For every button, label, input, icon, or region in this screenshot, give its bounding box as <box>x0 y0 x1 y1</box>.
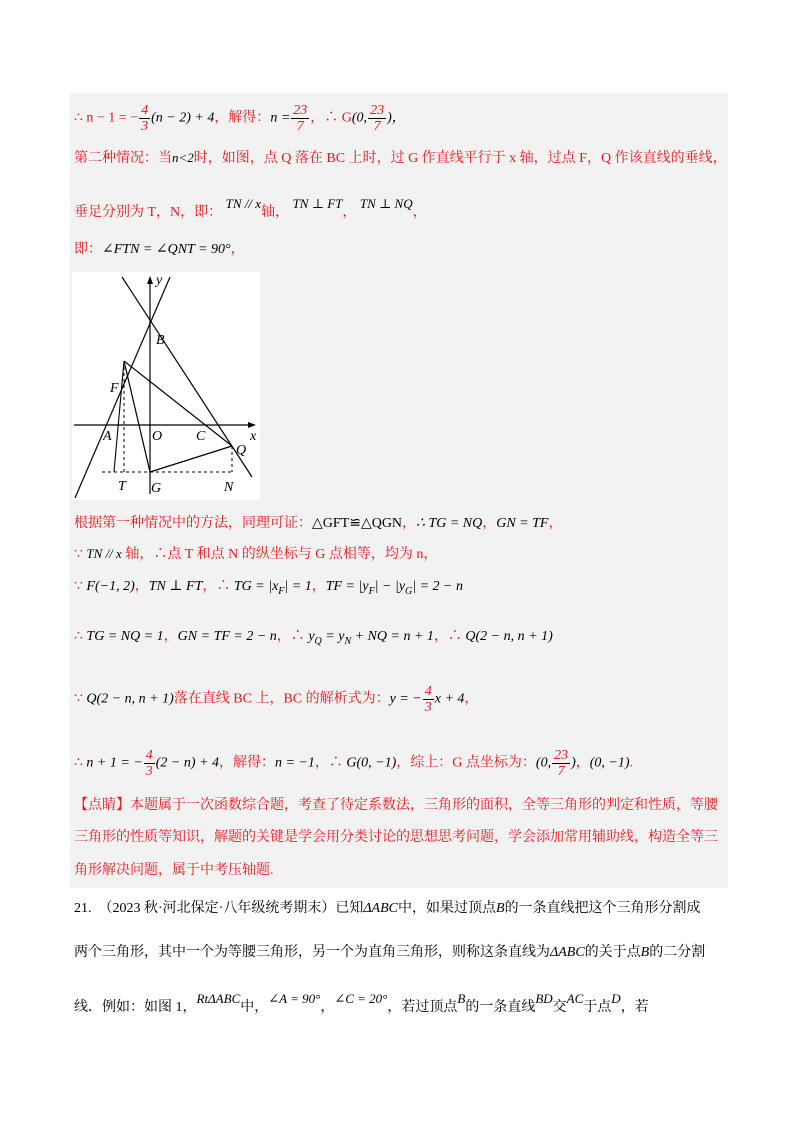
text: 交 <box>552 1000 567 1015</box>
equation-part: F(−1, 2) <box>86 579 135 594</box>
label-q: Q <box>236 443 247 458</box>
comment-line-3: 角形解决问题，属于中考压轴题. <box>74 863 274 878</box>
fraction <box>423 684 434 715</box>
label-g: G <box>151 481 162 496</box>
label-y: y <box>156 273 163 288</box>
segment-fq <box>124 361 232 446</box>
text: 的关于点 <box>584 945 641 960</box>
text: 于点 <box>583 1000 612 1015</box>
equation-part: = y <box>321 629 345 644</box>
y-axis-arrow <box>147 276 153 284</box>
equation-part: RtΔABC <box>196 991 241 1006</box>
fraction <box>144 748 155 779</box>
equation-part: TN ⊥ NQ <box>359 196 413 211</box>
text: 中， <box>240 1000 269 1015</box>
text: . <box>629 755 634 771</box>
equation-part: | = 1 <box>284 579 312 594</box>
fraction <box>552 748 570 779</box>
equation-part: (0, −1) <box>589 755 630 771</box>
equation-part: ∠FTN = ∠QNT = 90° <box>102 242 231 257</box>
text: ， <box>230 242 245 257</box>
equation-part: AC <box>566 991 584 1006</box>
text: 线．例如：如图 1， <box>74 1000 197 1015</box>
numerator: 4 <box>145 748 153 763</box>
solution-line-4 <box>74 241 245 259</box>
question-21-line-1 <box>74 900 701 918</box>
text: ，若过顶点 <box>387 1000 458 1015</box>
equation-part: n<2 <box>172 150 194 165</box>
text: ， <box>311 579 326 594</box>
equation-part: ΔABC <box>550 945 585 960</box>
text: 即： <box>74 242 102 257</box>
text: 的一条直线 <box>465 1000 536 1015</box>
text: 两个三角形，其中一个为等腰三角形，另一个为直角三角形，则称这条直线为 <box>74 945 550 960</box>
coordinate-diagram <box>72 272 260 500</box>
text: ，综上：G 点坐标为： <box>396 755 536 771</box>
equation-part: n + 1 = − <box>86 755 143 771</box>
subscript: G <box>405 585 413 597</box>
fraction <box>291 103 309 134</box>
equation-part: (2 − n) + 4 <box>155 755 219 771</box>
equation-part: △GFT≌△QGN <box>312 516 403 531</box>
equation-part: | − |y <box>374 579 406 594</box>
solution-line-8 <box>74 628 553 651</box>
text: 的二分割 <box>649 945 706 960</box>
solution-line-1 <box>74 103 406 134</box>
denominator: 7 <box>296 119 304 134</box>
equation-part: ΔABC <box>363 901 398 916</box>
equation-part: ∴ TG = NQ <box>416 516 483 531</box>
geometry-figure <box>72 272 260 500</box>
solution-line-7 <box>74 578 463 601</box>
subscript: F <box>278 585 285 597</box>
text: ，∴ <box>433 629 466 644</box>
equation-part: ∴ n − 1 = − <box>74 110 139 126</box>
label-c: C <box>196 429 206 444</box>
equation-part: n = <box>270 110 291 126</box>
denominator: 3 <box>141 119 149 134</box>
equation-part: BD <box>535 991 553 1006</box>
label-b: B <box>156 333 165 348</box>
text: ，解得： <box>214 110 271 126</box>
text: ，若 <box>620 1000 649 1015</box>
equation-part: x + 4 <box>434 691 465 707</box>
line-ab <box>75 277 170 498</box>
text: ， <box>320 1000 335 1015</box>
label-t: T <box>118 479 126 494</box>
equation-part: ∠C = 20° <box>334 991 388 1006</box>
solution-line-2 <box>74 149 727 168</box>
numerator: 23 <box>370 103 385 118</box>
fraction <box>368 103 386 134</box>
question-21-line-2 <box>74 944 705 962</box>
text: ∴ <box>74 629 87 644</box>
text: 第二种情况：当 <box>74 151 172 166</box>
numerator: 23 <box>293 103 308 118</box>
text: 落在直线 BC 上，BC 的解析式为： <box>173 691 390 707</box>
equation-part: TN ⊥ FT <box>148 579 203 594</box>
solution-line-3 <box>74 195 427 222</box>
equation-part: TN // x <box>225 196 262 211</box>
denominator: 3 <box>145 764 153 779</box>
equation-part: TF = |y <box>325 579 369 594</box>
text: 的一条直线把这个三角形分割成 <box>504 901 701 916</box>
equation-part: ) <box>571 755 576 771</box>
denominator: 7 <box>373 119 381 134</box>
equation-part: Q(2 − n, n + 1) <box>465 629 553 644</box>
text: ∵ <box>74 547 87 562</box>
equation-part: TN // x <box>86 546 122 561</box>
equation-part: )， <box>387 110 406 126</box>
numerator: 4 <box>424 684 432 699</box>
equation-part: TG = |x <box>233 579 279 594</box>
text: 中，如果过顶点 <box>398 901 496 916</box>
text: 根据第一种情况中的方法，同理可证： <box>74 516 312 531</box>
label-n: N <box>224 480 234 495</box>
text: ∵ <box>74 691 87 707</box>
equation-part: TN ⊥ FT <box>292 196 343 211</box>
denominator: 7 <box>557 764 565 779</box>
equation-part: Q(2 − n, n + 1) <box>86 691 174 707</box>
question-21-line-3 <box>74 990 649 1017</box>
x-axis-arrow <box>248 422 256 428</box>
label-x: x <box>250 429 257 444</box>
label-o: O <box>152 429 163 444</box>
equation-part: TG = NQ = 1 <box>86 629 164 644</box>
segment-gq <box>150 446 232 472</box>
equation-part: y = − <box>389 691 422 707</box>
text: ， <box>134 579 149 594</box>
comment-line-2: 三角形的性质等知识，解题的关键是学会用分类讨论的思想思考问题，学会添加常用辅助线，构造全等三 <box>74 830 718 845</box>
text: ，∴ <box>202 579 234 594</box>
text: 轴， <box>261 205 290 220</box>
equation-part: GN = TF <box>496 516 549 531</box>
text: ，解得： <box>218 755 275 771</box>
text: ，∴ <box>314 755 347 771</box>
equation-part: n = −1 <box>274 755 315 771</box>
text: 21. （2023 秋·河北保定·八年级统考期末）已知 <box>74 901 364 916</box>
equation-part: B <box>496 901 505 916</box>
equation-part: D <box>611 991 621 1006</box>
text: ， <box>412 205 427 220</box>
text: ， <box>402 516 417 531</box>
text: ， <box>575 755 590 771</box>
text: 轴，∴点 T 和点 N 的纵坐标与 G 点相等，均为 n， <box>121 547 438 562</box>
solution-line-10 <box>74 748 633 779</box>
text: 时，如图，点 Q 落在 BC 上时，过 G 作直线平行于 x 轴，过点 F，Q 作该直线的垂线， <box>193 151 727 166</box>
text: ， <box>342 205 357 220</box>
equation-part: y <box>308 629 315 644</box>
equation-part: ∠A = 90° <box>268 991 321 1006</box>
text: ∵ <box>74 579 87 594</box>
text: ， <box>464 691 479 707</box>
equation-part: GN = TF = 2 − n <box>177 629 277 644</box>
solution-line-9 <box>74 684 478 715</box>
subscript: Q <box>314 635 322 647</box>
equation-part: | = 2 − n <box>412 579 464 594</box>
comment-line-1: 【点睛】本题属于一次函数综合题，考查了待定系数法，三角形的面积，全等三角形的判定和性质，等腰 <box>74 798 718 813</box>
text: ∴ <box>74 755 87 771</box>
segment-f-down <box>114 361 124 472</box>
equation-part: (n − 2) + 4 <box>151 110 215 126</box>
text: ，∴ <box>276 629 309 644</box>
subscript: F <box>368 585 375 597</box>
equation-part: (0, <box>351 110 368 126</box>
text: 垂足分别为 T，N，即： <box>74 205 223 220</box>
numerator: 4 <box>141 103 149 118</box>
text: ， <box>163 629 178 644</box>
denominator: 3 <box>424 700 432 715</box>
equation-part: (0, <box>535 755 552 771</box>
subscript: N <box>344 635 352 647</box>
text: ， <box>482 516 497 531</box>
numerator: 23 <box>554 748 569 763</box>
fraction <box>139 103 150 134</box>
equation-part: G(0, −1) <box>346 755 397 771</box>
equation-part: B <box>457 991 466 1006</box>
label-f: F <box>110 381 119 396</box>
solution-line-6 <box>74 545 437 564</box>
equation-part: + NQ = n + 1 <box>351 629 434 644</box>
text: ， <box>548 516 563 531</box>
label-a: A <box>103 429 112 444</box>
equation-part: B <box>640 945 650 960</box>
solution-line-5 <box>74 515 562 533</box>
text: ，∴ G <box>310 110 352 126</box>
